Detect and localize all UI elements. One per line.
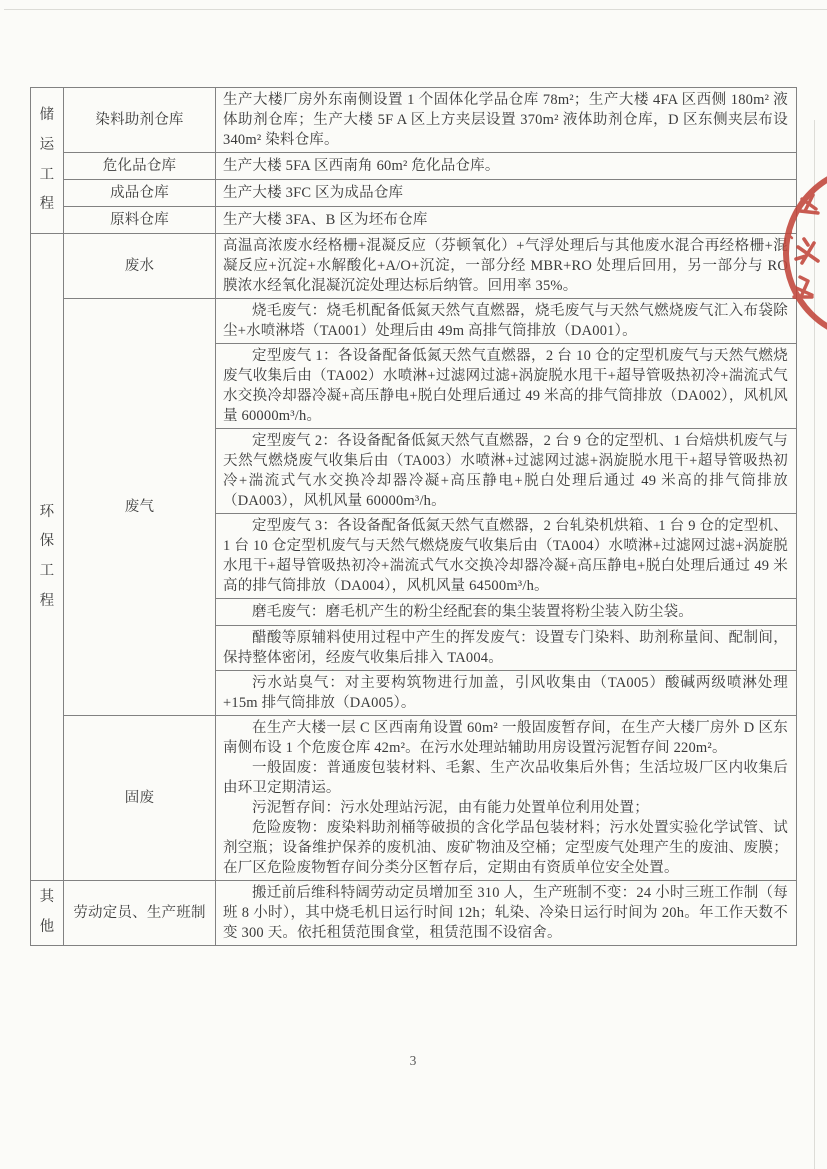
category-label: 环保工程 bbox=[39, 503, 55, 609]
category-cell-storage bbox=[31, 88, 64, 234]
content-text: 在生产大楼一层 C 区西南角设置 60m² 一般固废暂存间，在生产大楼厂房外 D 区东南侧布设 1 个危废仓库 42m²。在污水处理站辅助用房设置污泥暂存间 220m²。 bbox=[223, 720, 788, 756]
table-row bbox=[31, 716, 797, 881]
content-cell bbox=[216, 716, 797, 881]
table-row bbox=[31, 153, 797, 180]
table-row bbox=[31, 234, 797, 299]
content-text: 磨毛废气：磨毛机产生的粉尘经配套的集尘装置将粉尘装入防尘袋。 bbox=[252, 604, 693, 620]
content-cell bbox=[216, 180, 797, 207]
content-text: 定型废气 3：各设备配备低氮天然气直燃器，2 台轧染机烘箱、1 台 9 仓的定型机、1 台 10 仓定型机废气与天然气燃烧废气收集后由（TA004）水喷淋+过滤网过滤+涡旋脱水甩干+超导管吸热初冷+湍流式气水交换冷却器冷凝+高压静电+脱白处理后通过 49 米高的排气筒排放（DA004），风机风量 64500m³/h。 bbox=[223, 518, 788, 594]
subcategory-cell: 原料仓库 bbox=[64, 207, 216, 234]
content-text: 生产大楼 3FA、B 区为坯布仓库 bbox=[223, 212, 428, 228]
content-text: 高温高浓废水经格栅+混凝反应（芬顿氧化）+气浮处理后与其他废水混合再经格栅+混凝反应+沉淀+水解酸化+A/O+沉淀，一部分经 MBR+RO 处理后回用，另一部分与 RO 膜浓水经氧化混凝沉淀处理达标后纳管。回用率 35%。 bbox=[223, 238, 788, 294]
content-text: 搬迁前后维科特阔劳动定员增加至 310 人，生产班制不变：24 小时三班工作制（每班 8 小时），其中烧毛机日运行时间 12h；轧染、冷染日运行时间为 20h。年工作天数不变 300 天。依托租赁范围食堂，租赁范围不设宿舍。 bbox=[223, 885, 788, 941]
content-cell bbox=[216, 299, 797, 344]
content-text: 烧毛废气：烧毛机配备低氮天然气直燃器，烧毛废气与天然气燃烧废气汇入布袋除尘+水喷淋塔（TA001）处理后由 49m 高排气筒排放（DA001）。 bbox=[223, 303, 788, 339]
subcategory-cell-waste-gas: 废气 bbox=[64, 299, 216, 716]
page-number: 3 bbox=[409, 1053, 418, 1068]
subcategory-cell: 劳动定员、生产班制 bbox=[64, 881, 216, 946]
content-cell bbox=[216, 514, 797, 599]
subcategory-cell-solid-waste: 固废 bbox=[64, 716, 216, 881]
category-cell-other bbox=[31, 881, 64, 946]
scan-edge-top bbox=[4, 9, 827, 10]
content-cell bbox=[216, 599, 797, 626]
content-text: 生产大楼厂房外东南侧设置 1 个固体化学品仓库 78m²；生产大楼 4FA 区西侧 180m² 液体助剂仓库；生产大楼 5F A 区上方夹层设置 370m² 液体助剂仓库，D 区东侧夹层布设 340m² 染料仓库。 bbox=[223, 92, 788, 148]
content-cell bbox=[216, 207, 797, 234]
table-row bbox=[31, 88, 797, 153]
subcategory-cell: 危化品仓库 bbox=[64, 153, 216, 180]
content-text: 生产大楼 3FC 区为成品仓库 bbox=[223, 185, 404, 201]
content-cell bbox=[216, 671, 797, 716]
content-text: 生产大楼 5FA 区西南角 60m² 危化品仓库。 bbox=[223, 158, 500, 174]
content-cell bbox=[216, 88, 797, 153]
content-cell bbox=[216, 626, 797, 671]
content-text: 定型废气 2：各设备配备低氮天然气直燃器，2 台 9 仓的定型机、1 台焙烘机废气与天然气燃烧废气收集后由（TA003）水喷淋+过滤网过滤+涡旋脱水甩干+超导管吸热初冷+湍流式气水交换冷却器冷凝+高压静电+脱白处理后通过 49 米高的排气筒排放（DA003），风机风量 60000m³/h。 bbox=[223, 433, 788, 509]
category-label: 其他 bbox=[39, 889, 55, 935]
content-cell bbox=[216, 344, 797, 429]
content-text: 定型废气 1：各设备配备低氮天然气直燃器，2 台 10 仓的定型机废气与天然气燃烧废气收集后由（TA002）水喷淋+过滤网过滤+涡旋脱水甩干+超导管吸热初冷+湍流式气水交换冷却器冷凝+高压静电+脱白处理后通过 49 米高的排气筒排放（DA002），风机风量 60000m³/h。 bbox=[223, 348, 788, 424]
content-cell bbox=[216, 153, 797, 180]
content-cell bbox=[216, 429, 797, 514]
subcategory-cell: 废水 bbox=[64, 234, 216, 299]
category-cell-environment bbox=[31, 234, 64, 881]
scan-edge-right bbox=[814, 120, 815, 1169]
table-row bbox=[31, 180, 797, 207]
table-row bbox=[31, 881, 797, 946]
content-text: 污泥暂存间：污水处理站污泥，由有能力处置单位利用处置； bbox=[252, 800, 649, 816]
content-text: 污水站臭气：对主要构筑物进行加盖，引风收集由（TA005）酸碱两级喷淋处理+15m 排气筒排放（DA005）。 bbox=[223, 675, 788, 711]
content-cell bbox=[216, 881, 797, 946]
content-text: 醋酸等原辅料使用过程中产生的挥发废气：设置专门染料、助剂称量间、配制间，保持整体密闭，经废气收集后排入 TA004。 bbox=[223, 630, 788, 666]
category-label: 储运工程 bbox=[39, 107, 55, 213]
table-row bbox=[31, 299, 797, 344]
content-cell bbox=[216, 234, 797, 299]
project-summary-table bbox=[30, 87, 797, 946]
table-row bbox=[31, 207, 797, 234]
subcategory-cell: 成品仓库 bbox=[64, 180, 216, 207]
content-text: 危险废物：废染料助剂桶等破损的含化学品包装材料；污水处置实验化学试管、试剂空瓶；设备维护保养的废机油、废矿物油及空桶；定型废气处理产生的废油、废膜；在厂区危险废物暂存间分类分区暂存后，定期由有资质单位安全处置。 bbox=[223, 820, 788, 876]
subcategory-cell: 染料助剂仓库 bbox=[64, 88, 216, 153]
content-text: 一般固废：普通废包装材料、毛絮、生产次品收集后外售；生活垃圾厂区内收集后由环卫定期清运。 bbox=[223, 760, 788, 796]
